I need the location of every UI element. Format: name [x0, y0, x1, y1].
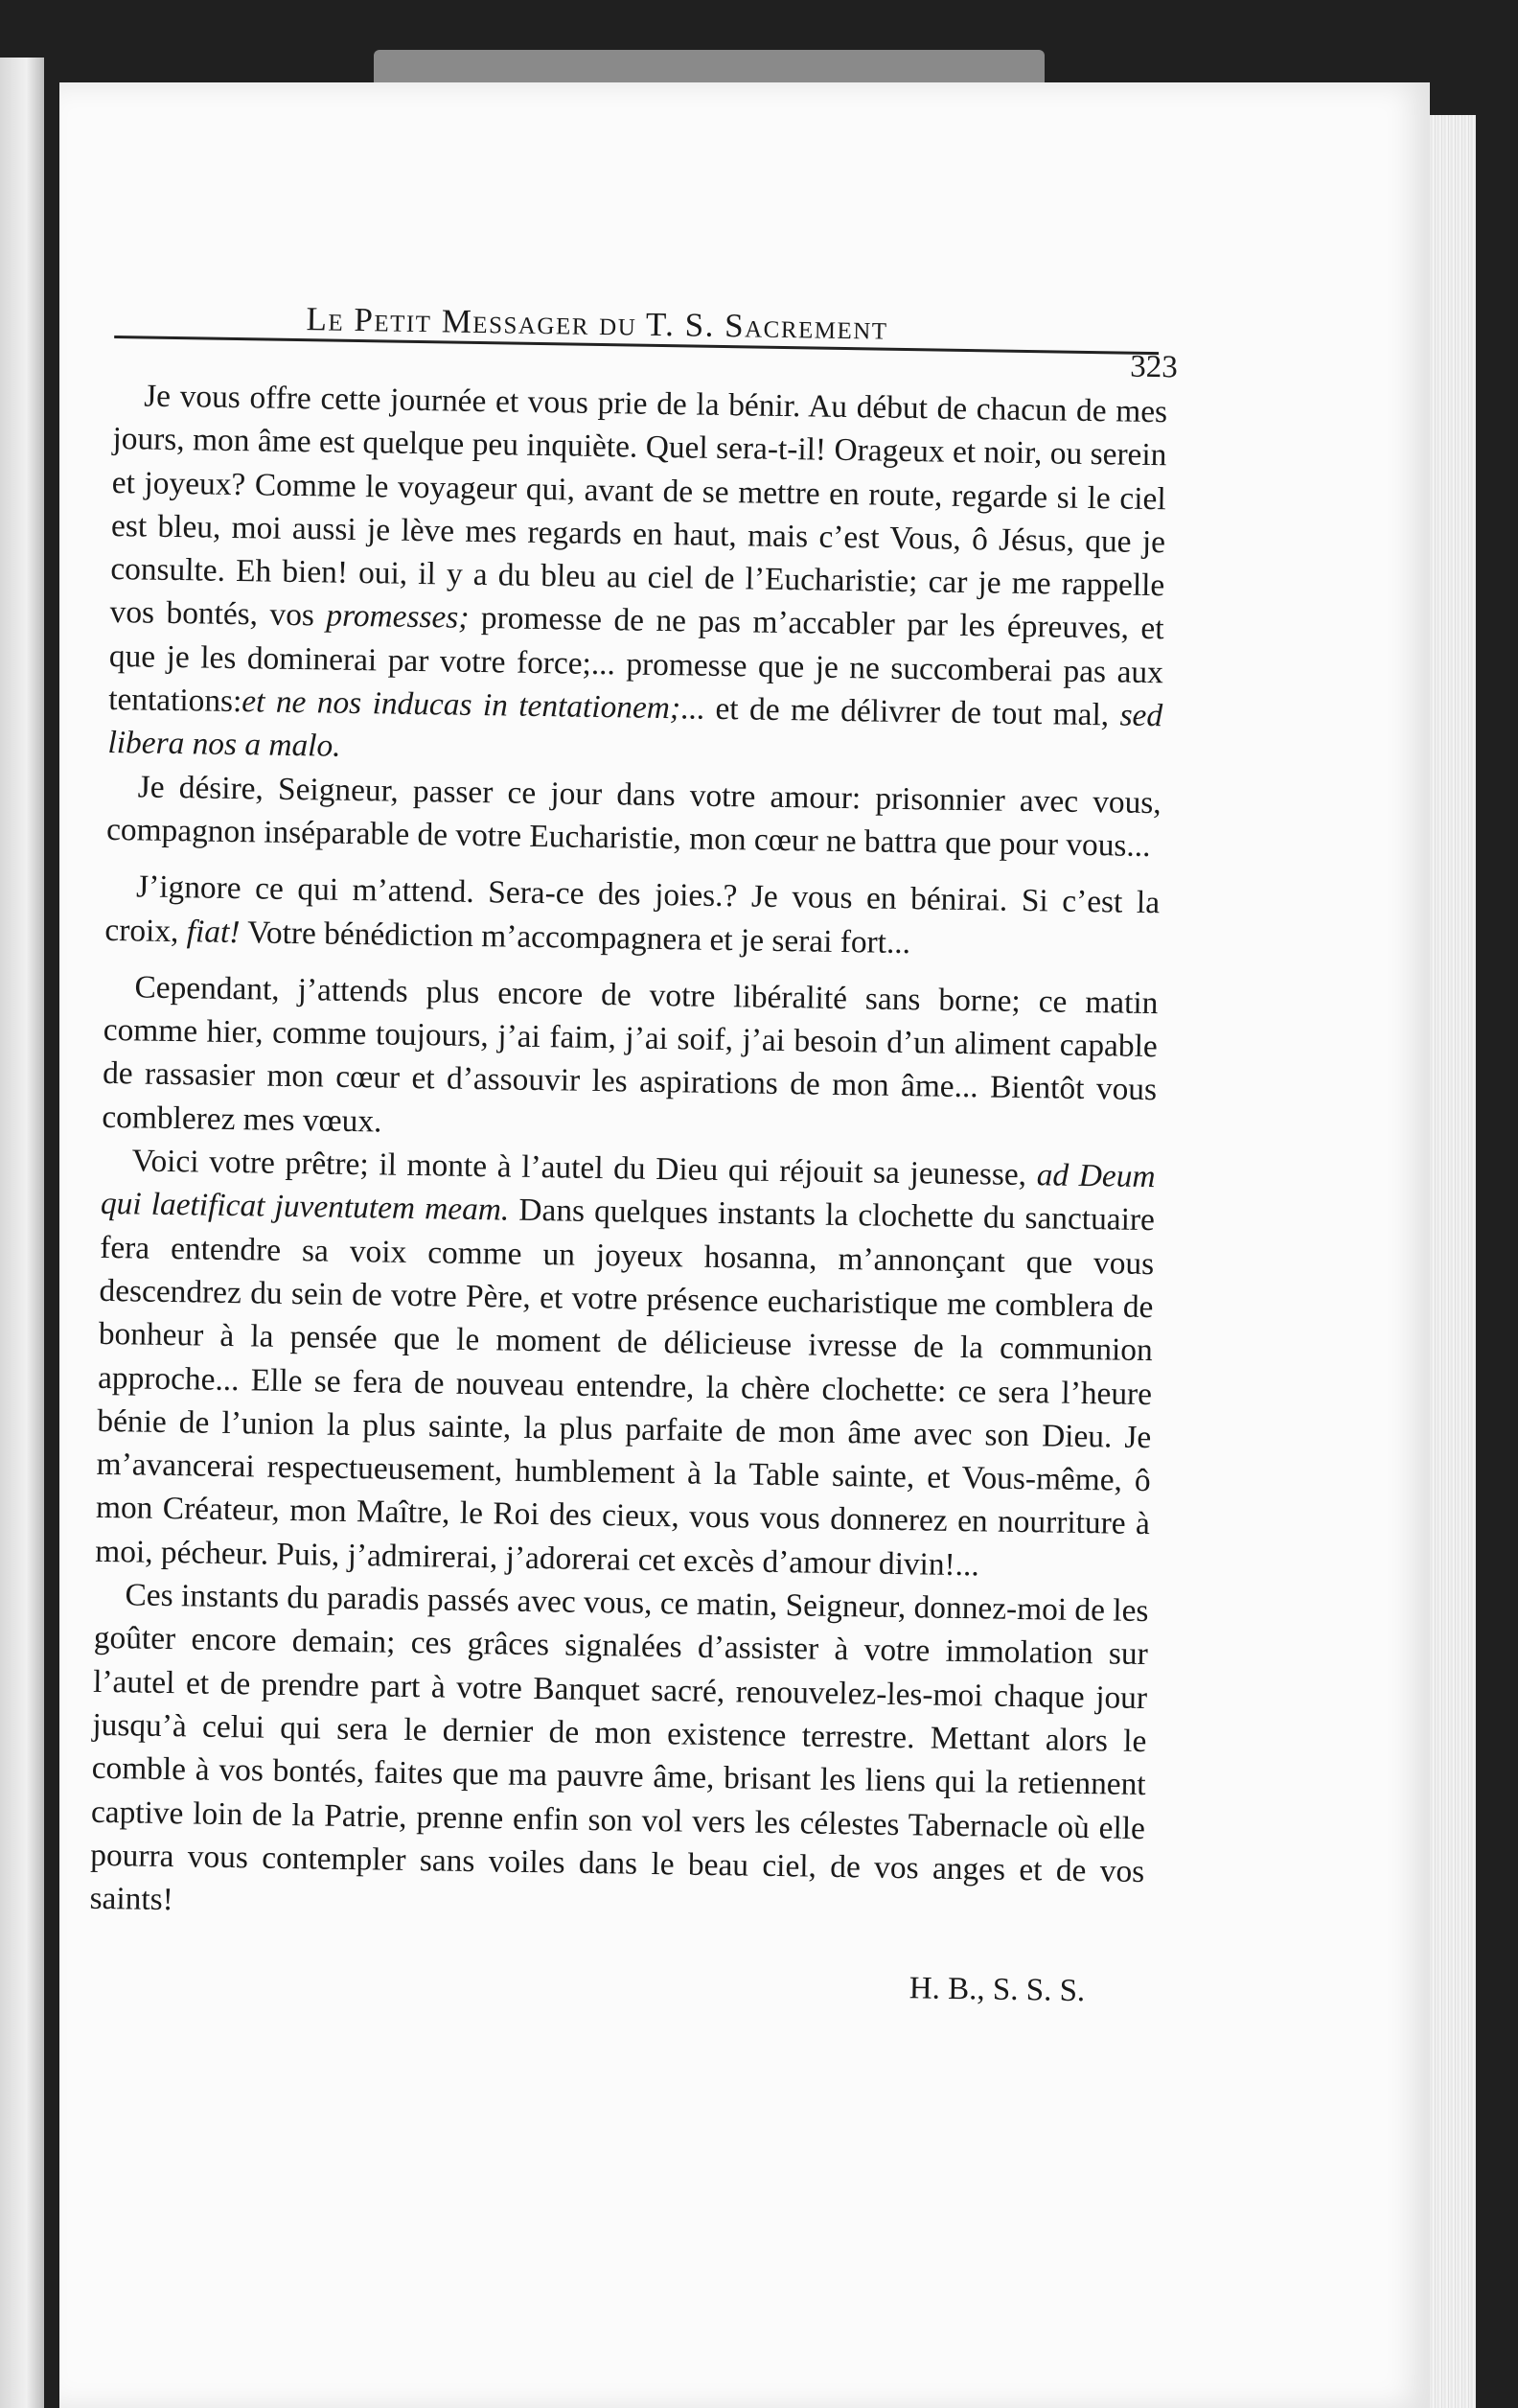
italic-run: fiat!	[186, 913, 241, 950]
paragraph-desire	[106, 765, 1162, 868]
text-run: Dans quelques instants la clochette du sanctuaire fera entendre sa voix comme un joyeux hosanna, m’annonçant que vous descendrez du sein de votre Père, et votre présence eucharistique me comblera de bonheur à la pensée que le moment de délicieuse ivresse de la communion approche... Elle se fera de nouveau entendre, la chère clochette: ce sera l’heure bénie de l’union la plus sainte, la plus parfaite de mon âme avec son Dieu. Je m’avancerai respectueusement, humblement à la Table sainte, et Vous-même, ô mon Créateur, mon Maître, le Roi des cieux, vous vous donnerez en nourriture à moi, pécheur. Puis, j’admirerai, j’adorerai cet excès d’amour divin!...	[95, 1192, 1156, 1584]
author-signature: H. B., S. S. S.	[908, 1971, 1086, 2009]
italic-run: ad Deum qui laetificat juventutem meam.	[100, 1157, 1156, 1228]
running-title: Le Petit Messager du T. S. Sacrement	[306, 300, 888, 347]
italic-run: sed libera nos a malo.	[107, 697, 1163, 765]
paragraph-offering	[107, 374, 1167, 781]
text-run: promesse de ne pas m’accabler par les épreuves, et que je les dominerai par votre force;... promesse que je ne succomberai pas aux tentations:	[107, 600, 1164, 720]
paragraph-paradise	[89, 1573, 1149, 1937]
paragraph-priest	[95, 1139, 1156, 1589]
text-run: ... et de me délivrer de tout mal,	[679, 690, 1120, 733]
text-run: Cependant, j’attends plus encore de votre libéralité sans borne; ce matin comme hier, comme toujours, j’ai faim, j’ai soif, j’ai besoin d’un aliment capable de rassasier mon cœur et d’assouvir les aspirations de mon âme... Bientôt vous comblerez mes vœux.	[102, 969, 1159, 1140]
text-run: Ces instants du paradis passés avec vous, ce matin, Seigneur, donnez-moi de les goûter encore demain; ces grâces signalées d’assister à votre immolation sur l’autel et de prendre part à votre Banquet sacré, renouvelez-les-moi chaque jour jusqu’à celui qui sera le dernier de mon existence terrestre. Mettant alors le comble à vos bontés, faites que ma pauvre âme, brisant les liens qui la retiennent captive loin de la Patrie, prenne enfin son vol vers les célestes Tabernacle où elle pourra vous contempler sans voiles dans le beau ciel, de vos anges et de vos saints!	[89, 1577, 1149, 1918]
text-run: Voici votre prêtre; il monte à l’autel du Dieu qui réjouit sa jeunesse,	[131, 1143, 1038, 1193]
page-content	[88, 288, 1179, 2010]
italic-run: promesses;	[326, 597, 470, 637]
paragraph-ignorance	[104, 865, 1160, 968]
body-text	[89, 374, 1167, 1936]
text-run: J’ignore ce qui m’attend. Sera-ce des joies.? Je vous en bénirai. Si c’est la croix,	[104, 868, 1161, 949]
left-page-edge	[0, 58, 44, 2408]
paragraph-liberality	[102, 965, 1159, 1155]
text-run: Je désire, Seigneur, passer ce jour dans votre amour: prisonnier avec vous, compagnon inséparable de votre Eucharistie, mon cœur ne battra que pour vous...	[105, 769, 1162, 865]
text-run: Votre bénédiction m’accompagnera et je serai fort...	[240, 914, 911, 961]
italic-run: et ne nos inducas in tentationem;	[242, 683, 681, 727]
text-run: Je vous offre cette journée et vous prie de la bénir. Au début de chacun de mes jours, mon âme est quelque peu inquiète. Quel sera-t-il! Orageux et noir, ou serein et joyeux? Comme le voyageur qui, avant de se mettre en route, regarde si le ciel est bleu, moi aussi je lève mes regards en haut, mais c’est Vous, ô Jésus, que je consulte. Eh bien! oui, il y a du bleu au ciel de l’Eucharistie; car je me rappelle vos bontés, vos	[109, 378, 1168, 634]
running-header	[114, 288, 1179, 390]
page-number: 323	[1130, 349, 1179, 385]
